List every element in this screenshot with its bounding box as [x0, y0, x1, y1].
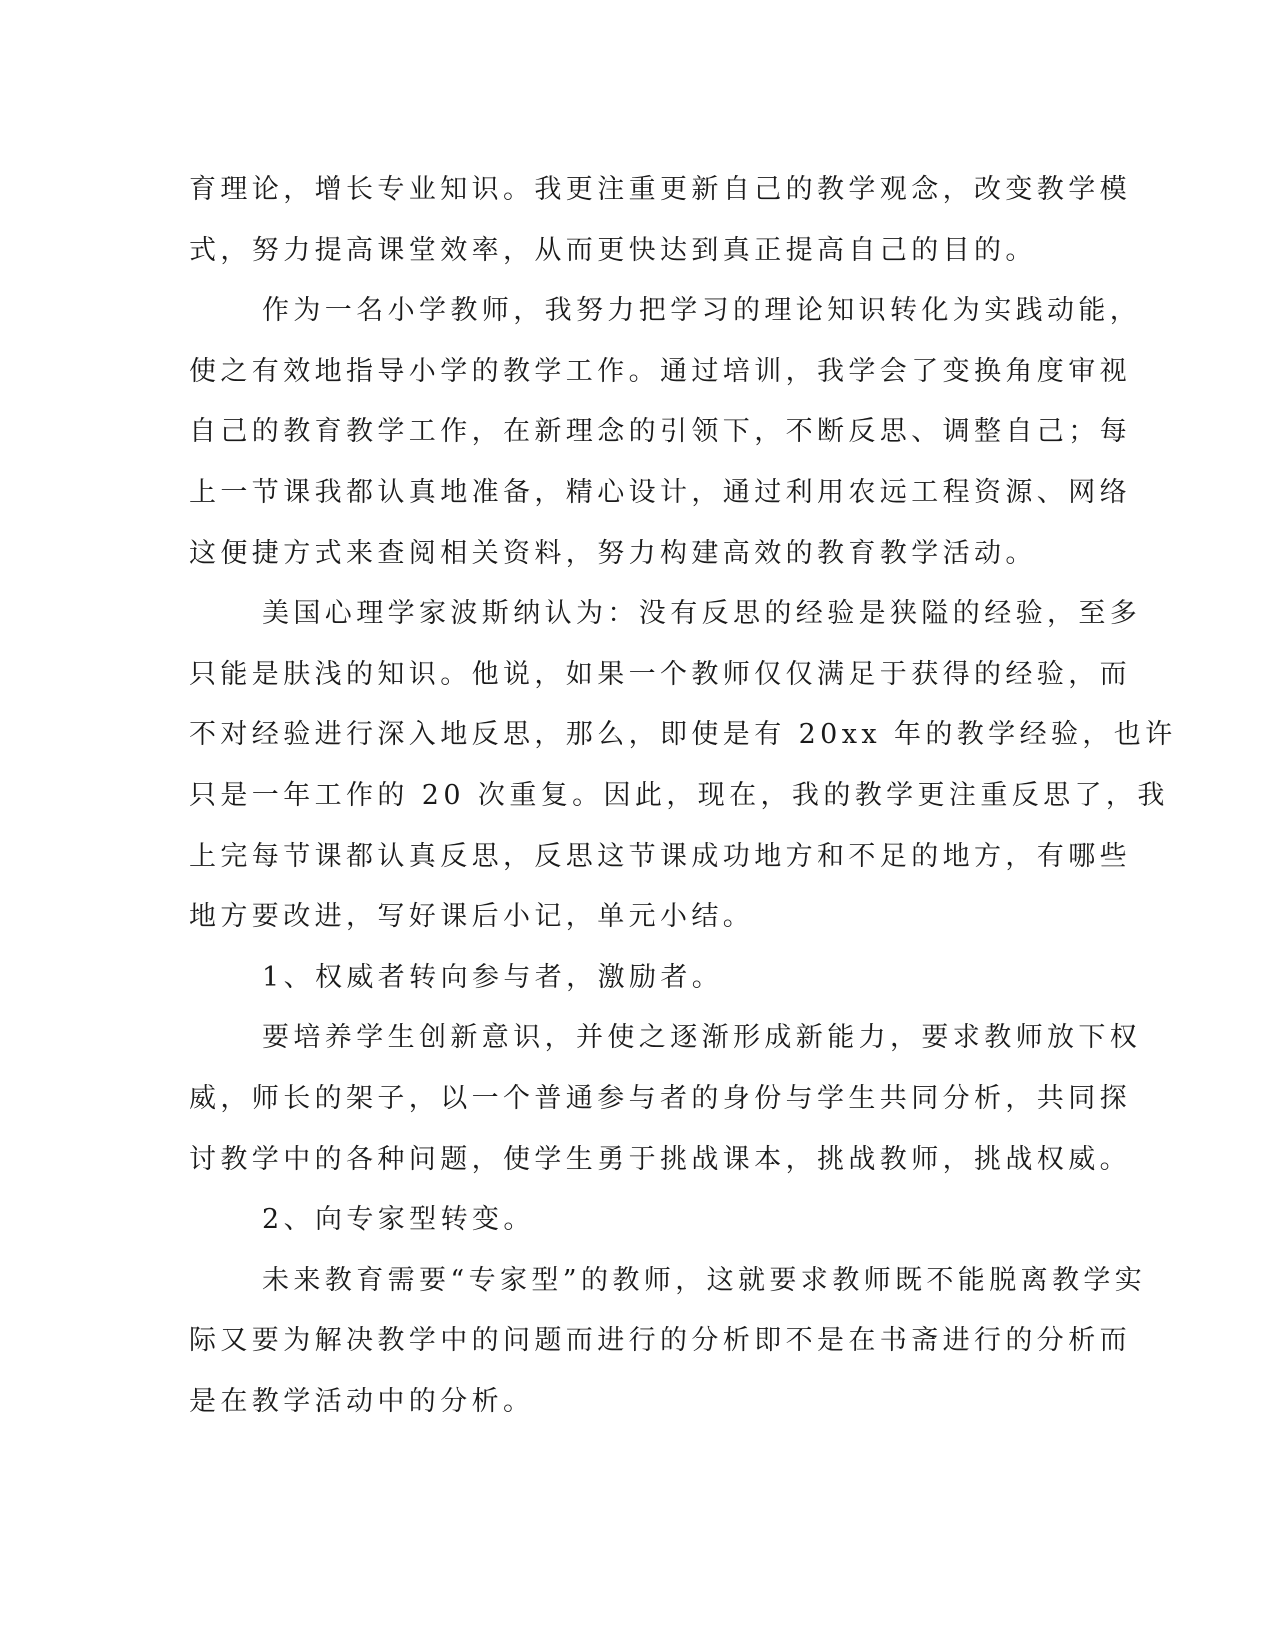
text-line: 这便捷方式来查阅相关资料，努力构建高效的教育教学活动。 [189, 537, 1037, 569]
text-line: 式，努力提高课堂效率，从而更快达到真正提高自己的目的。 [189, 234, 1037, 266]
text-line: 使之有效地指导小学的教学工作。通过培训，我学会了变换角度审视 [189, 355, 1131, 387]
text-line: 作为一名小学教师，我努力把学习的理论知识转化为实践动能， [262, 295, 1142, 327]
text-line: 不对经验进行深入地反思，那么，即使是有 20xx 年的教学经验，也许 [189, 719, 1177, 751]
list-heading: 1、权威者转向参与者，激励者。 [262, 961, 724, 993]
list-heading: 2、向专家型转变。 [262, 1204, 535, 1236]
text-line: 自己的教育教学工作，在新理念的引领下，不断反思、调整自己；每 [189, 416, 1131, 448]
text-line: 上完每节课都认真反思，反思这节课成功地方和不足的地方，有哪些 [189, 840, 1131, 872]
document-body [189, 160, 1177, 1432]
text-line: 讨教学中的各种问题，使学生勇于挑战课本，挑战教师，挑战权威。 [189, 1143, 1131, 1175]
text-line: 美国心理学家波斯纳认为：没有反思的经验是狭隘的经验，至多 [262, 598, 1142, 630]
text-line: 地方要改进，写好课后小记，单元小结。 [189, 901, 755, 933]
text-line: 是在教学活动中的分析。 [189, 1385, 535, 1417]
text-line: 际又要为解决教学中的问题而进行的分析即不是在书斋进行的分析而 [189, 1325, 1131, 1357]
text-line: 威，师长的架子，以一个普通参与者的身份与学生共同分析，共同探 [189, 1082, 1131, 1114]
text-line: 育理论，增长专业知识。我更注重更新自己的教学观念，改变教学模 [189, 174, 1131, 205]
text-line: 只是一年工作的 20 次重复。因此，现在，我的教学更注重反思了，我 [189, 779, 1169, 811]
text-line: 未来教育需要“专家型”的教师，这就要求教师既不能脱离教学实 [262, 1264, 1147, 1296]
text-line: 要培养学生创新意识，并使之逐渐形成新能力，要求教师放下权 [262, 1022, 1142, 1054]
text-line: 只能是肤浅的知识。他说，如果一个教师仅仅满足于获得的经验，而 [189, 658, 1131, 690]
text-line: 上一节课我都认真地准备，精心设计，通过利用农远工程资源、网络 [189, 476, 1131, 508]
